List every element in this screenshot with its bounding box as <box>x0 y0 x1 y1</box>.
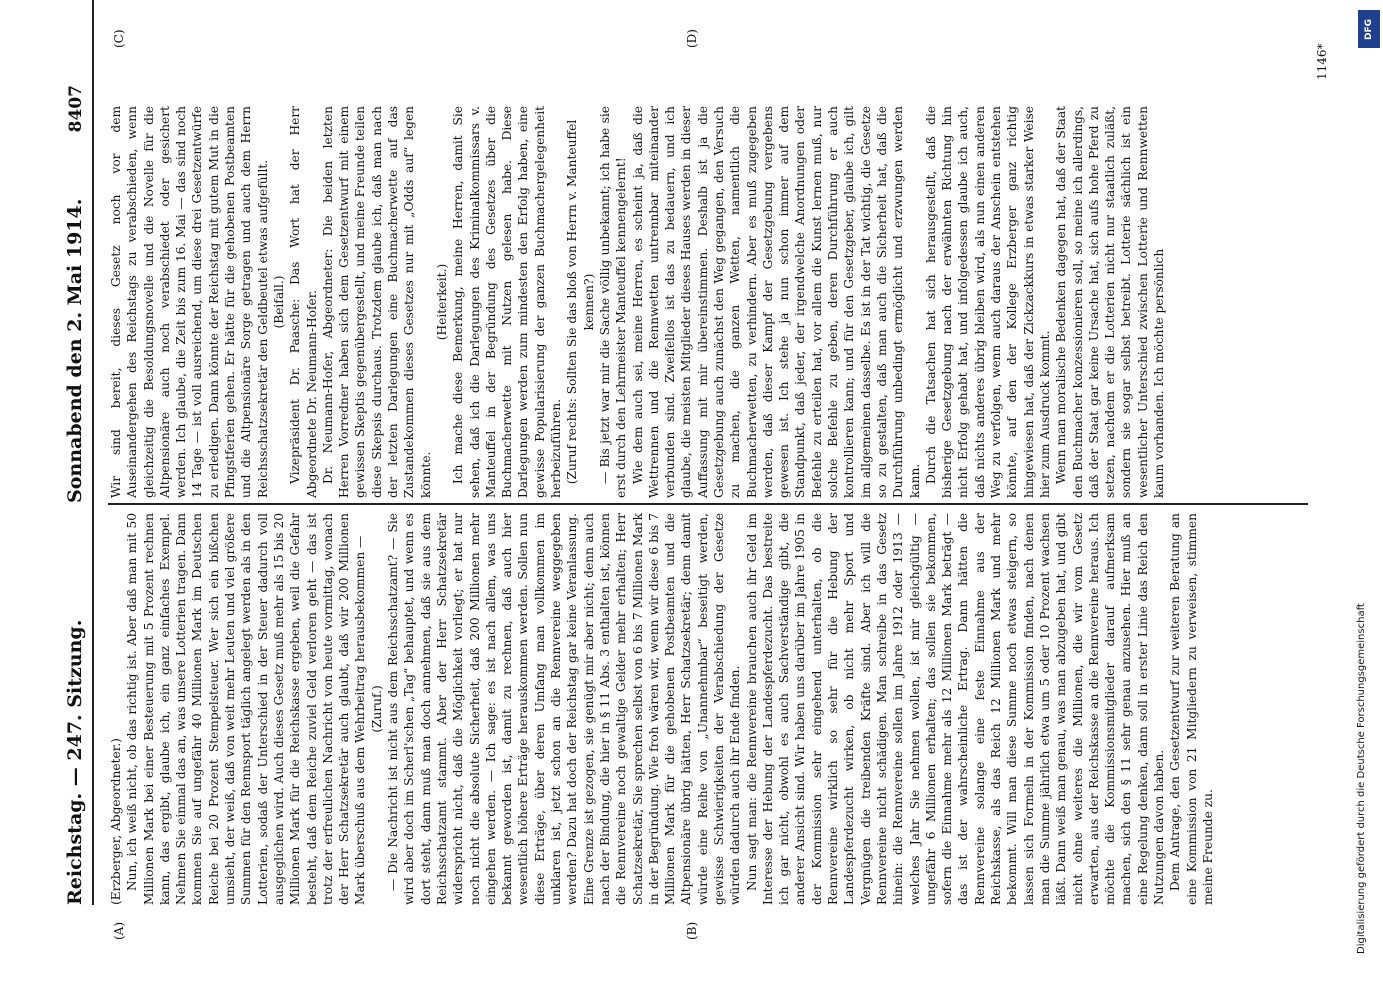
paragraph: Wenn man moralische Bedenken dagegen hat, daß der Staat den Buchmacher konzessionieren soll, so meine ich allerdings, daß der Staat gar keine Ursache hat, sich aufs hohe Pferd zu setzen, nachdem er die Lotterien nicht nur staatlich zuläßt, sondern sie sogar selbst betreibt. Lotterie sächlich ist ein wesentlicher Unterschied zwischen Lotterie und Rennwetten kaum vorhanden. Ich möchte persönlich <box>1054 106 1166 498</box>
paragraph: — Bis jetzt war mir die Sache völlig unbekannt; ich habe sie erst durch den Lehrmeister Manteuffel kennengelernt! <box>597 106 629 498</box>
digitization-credit: Digitalisierung gefördert durch die Deutsche Forschungsgemeinschaft <box>1356 603 1367 954</box>
text-column-left <box>108 513 1216 905</box>
margin-mark-c: (C) <box>112 29 126 48</box>
dfg-logo: DFG <box>1358 10 1380 48</box>
page-header <box>52 85 92 905</box>
header-date: Sonnabend den 2. Mai 1914. <box>64 198 86 503</box>
interjection: (Zuruf rechts: Sollten Sie das bloß von Herrn v. Manteuffel kennen?) <box>565 119 596 485</box>
paragraph: Dem Antrage, den Gesetzentwurf zur weiteren Beratung an eine Kommission von 21 Mitgliedern zu verweisen, stimmen meine Freunde zu. <box>1168 513 1215 905</box>
paragraph: Wie dem auch sei, meine Herren, es scheint ja, daß die Wettrennen und die Rennwetten untrennbar miteinander verbunden sind. Zweifellos ist das zu bedauern, und ich glaube, die meisten Mitglieder dieses Hauses werden in dieser Auffassung mit mir übereinstimmen. Deshalb ist ja die Gesetzgebung auch zunächst den Weg gegangen, den Versuch zu machen, die ganzen Wetten, namentlich die Buchmacherwetten, zu verhindern. Aber es muß zugegeben werden, daß dieser Kampf der Gesetzgebung vergebens gewesen ist. Ich stehe ja nun schon immer auf dem Standpunkt, daß jeder, der irgendwelche Anordnungen oder Befehle zu erteilen hat, vor allem die Kunst lernen muß, nur solche Befehle zu geben, deren Durchführung er auch kontrollieren kann; und für den Gesetzgeber, glaube ich, gilt im allgemeinen dasselbe. Es ist in der Tat wichtig, die Gesetze so zu gestalten, daß man auch die Sicherheit hat, daß die Durchführung unbedingt ermöglicht und erzwungen werden kann. <box>630 106 922 498</box>
paragraph: Durch die Tatsachen hat sich herausgestellt, daß die bisherige Gesetzgebung nach der erwähnten Richtung hin nicht Erfolg gehabt hat, und infolgedessen glaube ich auch, daß nichts anderes übrig bleiben wird, als nun einen anderen Weg zu verfolgen, wenn auch daraus der Anschein entstehen könnte, auf den der Kollege Erzberger ganz richtig hingewiesen hat, daß der Zickzackkurs in etwas starker Weise hier zum Ausdruck kommt. <box>923 106 1052 498</box>
paragraph: — Die Nachricht ist nicht aus dem Reichsschatzamt? — Sie wird aber doch im Scherl'schen „Tag“ behauptet, und wenn es dort steht, dann muß man doch annehmen, daß sie aus dem Reichsschatzamt stammt. Aber der Herr Schatzsekretär widerspricht nicht, daß die Möglichkeit vorliegt; er hat nur noch nicht die absolute Sicherheit, daß 200 Millionen mehr eingehen werden. — Ich sage: es ist nach allem, was uns bekannt geworden ist, damit zu rechnen, daß auch hier wesentlich höhere Erträge herauskommen werden. Sollen nun diese Erträge, über deren Umfang man vollkommen im unklaren ist, jetzt schon an die Rennvereine weggegeben werden? Dazu hat doch der Reichstag gar keine Veranlassung. Eine Grenze ist gezogen, sie genügt mir aber nicht; denn auch nach der Bindung, die hier in § 11 Abs. 3 enthalten ist, können die Rennvereine noch gewaltige Gelder mehr erhalten; Herr Schatzsekretär, Sie sprechen selbst von 6 bis 7 Millionen Mark in der Begründung. Wie froh wären wir, wenn wir diese 6 bis 7 Millionen Mark für die gehobenen Postbeamten und die Altpensionäre übrig hätten, Herr Schatzsekretär; denn damit würde eine Reihe von „Unannehmbar“ beseitigt werden, gewisse Schwierigkeiten der Verabschiedung der Gesetze würden dadurch auch ihr Ende finden. <box>386 513 743 905</box>
header-left: Reichstag. — 247. Sitzung. <box>64 619 86 905</box>
paragraph: Nun sagt man: die Rennvereine brauchen auch ihr Geld im Interesse der Hebung der Landespferdezucht. Das bestreite ich gar nicht, obwohl es auch Sachverständige gibt, die anderer Ansicht sind. Wir haben uns darüber im Jahre 1905 in der Kommission sehr eingehend unterhalten, ob die Rennvereine wirklich so sehr für die Hebung der Landespferdezucht wirken, ob nicht mehr Sport und Vergnügen die treibenden Kräfte sind. Aber ich will die Rennvereine nicht schädigen. Man schreibe in das Gesetz hinein: die Rennvereine sollen im Jahre 1912 oder 1913 — welches Jahr Sie nehmen wollen, ist mir gleichgültig — ungefähr 6 Millionen erhalten; das sollen sie bekommen, sofern die Einnahme mehr als 12 Millionen Mark beträgt — das ist der wahrscheinliche Ertrag. Dann hätten die Rennvereine solange eine feste Einnahme aus der Reichskasse, als das Reich 12 Millionen Mark und mehr bekommt. Will man diese Summe noch etwas steigern, so lassen sich Formeln in der Kommission finden, nach denen man die Summe jährlich etwa um 5 oder 10 Prozent wachsen läßt. Dann weiß man genau, was man abzugeben hat, und gibt nicht ohne weiteres die Millionen, die wir vom Gesetz erwarten, aus der Reichskasse an die Rennvereine heraus. Ich möchte die Kommissionsmitglieder darauf aufmerksam machen, sich den § 11 sehr genau anzusehen. Hier muß an eine Regelung denken, dann soll in erster Linie das Reich den Nutzungen davon haben. <box>744 513 1166 905</box>
digitization-sidebar <box>1356 10 1382 990</box>
margin-mark-a: (A) <box>112 921 126 940</box>
speaker-reference: (Erzberger, Abgeordneter.) <box>109 738 123 905</box>
margin-mark-b: (B) <box>685 921 699 940</box>
paragraph: Vizepräsident Dr. Paasche: Das Wort hat der Herr Abgeordnete Dr. Neumann-Hofer. <box>288 106 319 498</box>
page-number: 8407 <box>66 85 86 133</box>
column-divider <box>108 503 1308 505</box>
paragraph: Ich mache diese Bemerkung, meine Herren, damit Sie sehen, daß ich die Darlegungen des Kriminalkommissars v. Manteuffel in der Begründung des Gesetzes über die Buchmacherwette mit Nutzen gelesen habe. Diese Darlegungen werden zum mindesten den Erfolg haben, eine gewisse Popularisierung der ganzen Buchmachergelegenheit herbeizuführen. <box>451 106 564 498</box>
interjection: (Beifall.) <box>271 275 286 329</box>
interjection: (Zuruf.) <box>369 685 384 733</box>
header-rule <box>92 0 94 905</box>
paragraph: Dr. Neumann-Hofer, Abgeordneter: Die beiden letzten Herren Vorredner haben sich dem Gesetzentwurf mit einem gewissen Skeptis gegenübergestellt, und meine Freunde teilen diese Skepsis durchaus. Trotzdem glaube ich, daß man nach der letzten Darlegungen eine Buchmacherwette auf das Zustandekommen dieses Gesetzes nur mit „Odds auf“ legen könnte. <box>320 106 433 498</box>
margin-mark-d: (D) <box>685 29 699 48</box>
paragraph: Wir sind bereit, dieses Gesetz noch vor dem Auseinandergehen des Reichstags zu verabschieden, wenn gleichzeitig die Besoldungsnovelle und die Novelle für die Altpensionäre auch noch verabschiedet oder gesichert werden. Ich glaube, die Zeit bis zum 16. Mai — das sind noch 14 Tage — ist voll ausreichend, um diese drei Gesetzentwürfe zu erledigen. Dann könnte der Reichstag mit gutem Mut in die Pfingstferien gehen. Er hätte für die gehobenen Postbeamten und die Altpensionäre Sorge getragen und auch dem Herrn Reichsschatzsekretär den Geldbeutel etwas aufgefüllt. <box>109 106 270 498</box>
interjection: (Heiterkeit.) <box>434 263 449 341</box>
paragraph: Nun, ich weiß nicht, ob das richtig ist. Aber daß man mit 50 Millionen Mark bei einer Besteuerung mit 5 Prozent rechnen kann, das ergibt, glaube ich, ein ganz einfaches Exempel. Nehmen Sie einmal das an, was unsere Lotterien tragen. Dann kommen Sie auf ungefähr 40 Millionen Mark im Deutschen Reiche bei 20 Prozent Stempelsteuer. Wer sich ein bißchen umsieht, der weiß, daß von weit mehr Leuten und viel größere Summen für den Rennsport täglich angelegt werden als in den Lotterien, sodaß der Unterschied in der Steuer dadurch voll ausgeglichen wird. Auch dieses Gesetz muß mehr als 15 bis 20 Millionen Mark für die Reichskasse ergeben, weil die Gefahr besteht, daß dem Reiche zuviel Geld verloren geht — das ist trotz der erfreulichen Nachricht von heute vormittag, wonach der Herr Schatzsekretär auch glaubt, daß wir 200 Millionen Mark überschuß aus dem Wehrbeitrag herausbekommen — <box>125 513 368 905</box>
signature-mark: 1146* <box>1315 43 1329 80</box>
text-column-right <box>108 106 1167 498</box>
